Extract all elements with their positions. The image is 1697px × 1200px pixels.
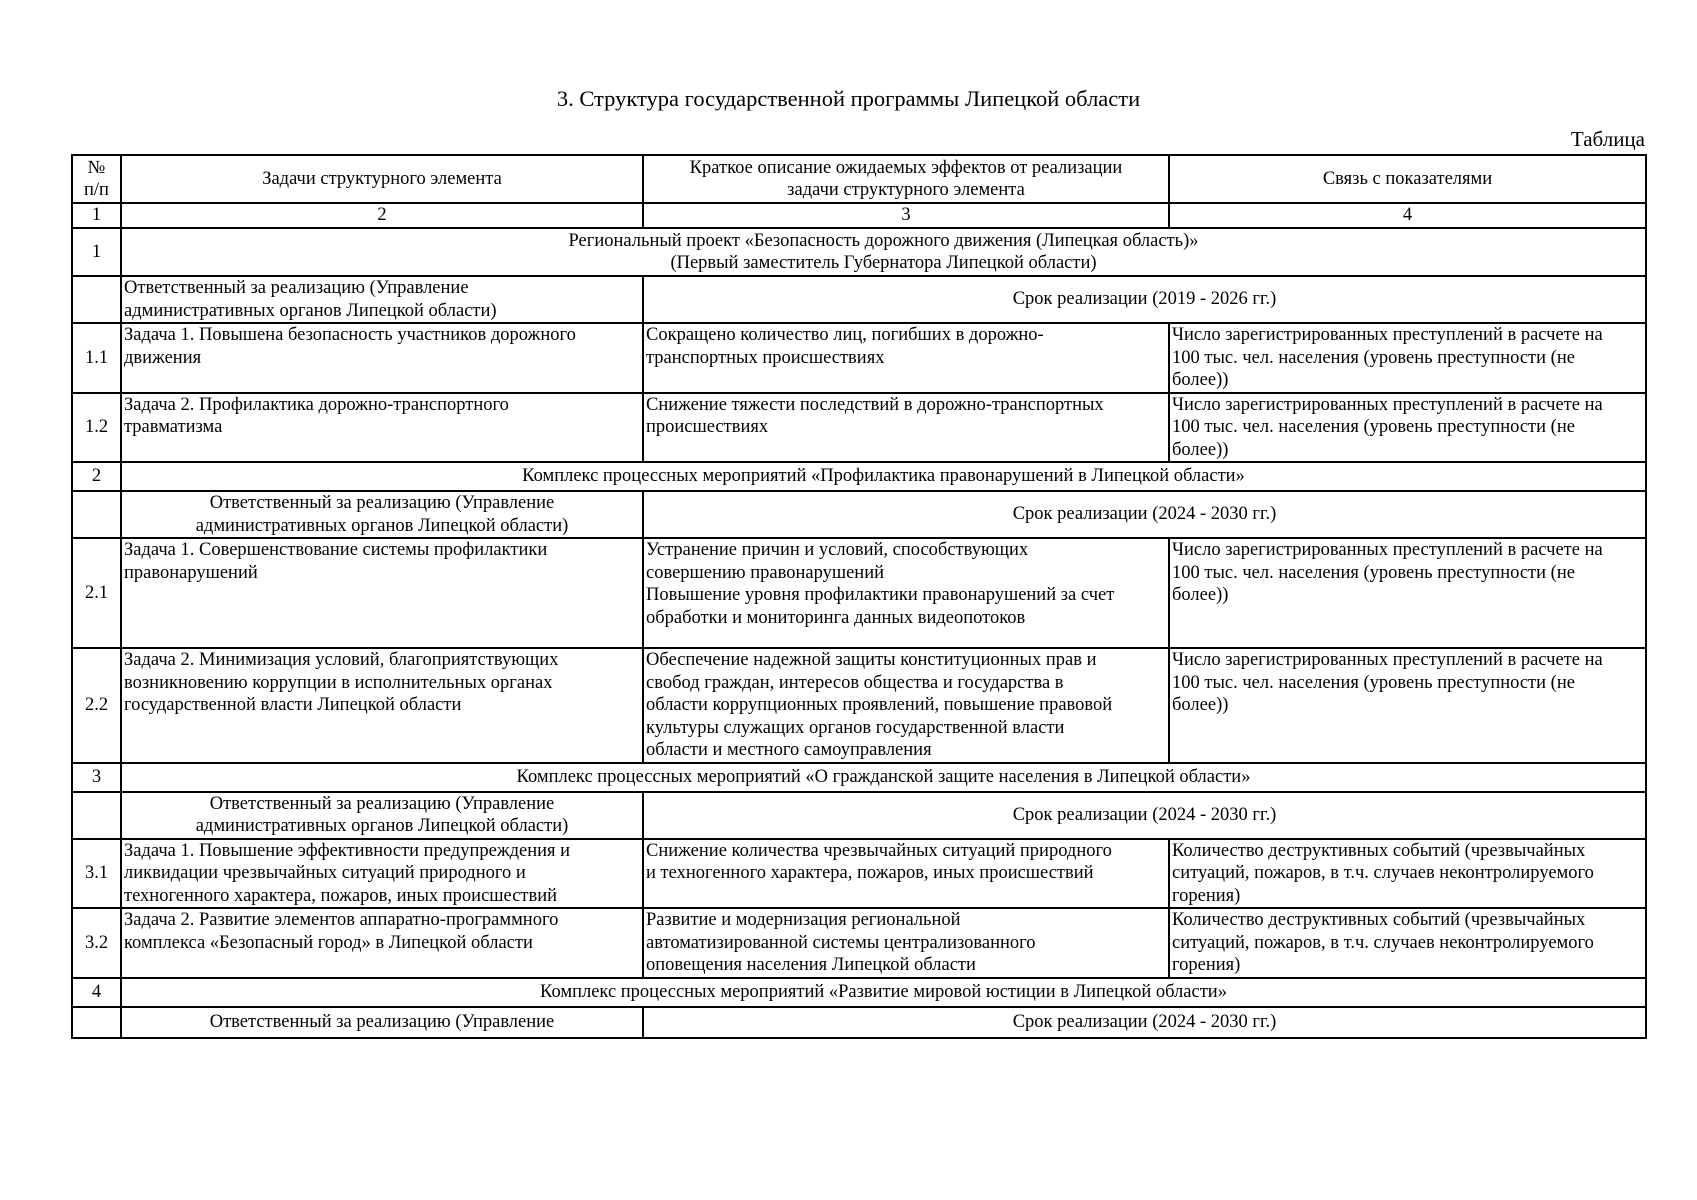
section-number: 2 — [72, 462, 121, 491]
section-title: Региональный проект «Безопасность дорожного движения (Липецкая область)» (Первый заместитель Губернатора Липецкой области) — [121, 228, 1646, 276]
responsible-row — [72, 276, 1646, 323]
col-number: 3 — [643, 203, 1169, 228]
section-title-row — [72, 462, 1646, 491]
related-indicator: Число зарегистрированных преступлений в расчете на 100 тыс. чел. населения (уровень преступности (не более)) — [1169, 323, 1646, 393]
task-description: Задача 1. Совершенствование системы профилактики правонарушений — [121, 538, 643, 648]
section-title-row — [72, 978, 1646, 1007]
responsible-cell: Ответственный за реализацию (Управление административных органов Липецкой области) — [121, 792, 643, 839]
table-label: Таблица — [1570, 127, 1645, 151]
related-indicator: Число зарегистрированных преступлений в расчете на 100 тыс. чел. населения (уровень преступности (не более)) — [1169, 393, 1646, 463]
task-row — [72, 393, 1646, 463]
task-number: 1.1 — [72, 323, 121, 393]
column-numbers-row — [72, 203, 1646, 228]
expected-effect: Устранение причин и условий, способствующих совершению правонарушений Повышение уровня профилактики правонарушений за счет обработки и мониторинга данных видеопотоков — [643, 538, 1169, 648]
header-num: № п/п — [72, 155, 121, 203]
expected-effect: Снижение количества чрезвычайных ситуаций природного и техногенного характера, пожаров, иных происшествий — [643, 839, 1169, 909]
section-number: 1 — [72, 228, 121, 276]
task-row — [72, 908, 1646, 978]
period-cell: Срок реализации (2024 - 2030 гг.) — [643, 491, 1646, 538]
empty-cell — [72, 276, 121, 323]
responsible-cell: Ответственный за реализацию (Управление административных органов Липецкой области) — [121, 276, 643, 323]
page-title: 3. Структура государственной программы Липецкой области — [556, 86, 1141, 111]
expected-effect: Сокращено количество лиц, погибших в дорожно- транспортных происшествиях — [643, 323, 1169, 393]
header-effects: Краткое описание ожидаемых эффектов от реализации задачи структурного элемента — [643, 155, 1169, 203]
header-indicators: Связь с показателями — [1169, 155, 1646, 203]
period-cell: Срок реализации (2024 - 2030 гг.) — [643, 792, 1646, 839]
related-indicator: Количество деструктивных событий (чрезвычайных ситуаций, пожаров, в т.ч. случаев неконтролируемого горения) — [1169, 908, 1646, 978]
task-number: 3.2 — [72, 908, 121, 978]
section-title-row — [72, 763, 1646, 792]
col-number: 2 — [121, 203, 643, 228]
table-header-row — [72, 155, 1646, 203]
task-row — [72, 839, 1646, 909]
section-title: Комплекс процессных мероприятий «Развитие мировой юстиции в Липецкой области» — [121, 978, 1646, 1007]
task-description: Задача 2. Профилактика дорожно-транспортного травматизма — [121, 393, 643, 463]
section-number: 3 — [72, 763, 121, 792]
task-row — [72, 538, 1646, 648]
empty-cell — [72, 792, 121, 839]
task-description: Задача 1. Повышена безопасность участников дорожного движения — [121, 323, 643, 393]
empty-cell — [72, 1007, 121, 1038]
task-row — [72, 648, 1646, 763]
responsible-cell: Ответственный за реализацию (Управление — [121, 1007, 643, 1038]
expected-effect: Снижение тяжести последствий в дорожно-транспортных происшествиях — [643, 393, 1169, 463]
task-description: Задача 2. Минимизация условий, благоприятствующих возникновению коррупции в исполнительных органах государственной власти Липецкой области — [121, 648, 643, 763]
responsible-row — [72, 792, 1646, 839]
empty-cell — [72, 491, 121, 538]
related-indicator: Число зарегистрированных преступлений в расчете на 100 тыс. чел. населения (уровень преступности (не более)) — [1169, 538, 1646, 648]
col-number: 4 — [1169, 203, 1646, 228]
task-description: Задача 1. Повышение эффективности предупреждения и ликвидации чрезвычайных ситуаций природного и техногенного характера, пожаров, иных происшествий — [121, 839, 643, 909]
sections-body — [72, 228, 1646, 1038]
responsible-row — [72, 1007, 1646, 1038]
section-title-row — [72, 228, 1646, 276]
task-row — [72, 323, 1646, 393]
responsible-row — [72, 491, 1646, 538]
period-cell: Срок реализации (2024 - 2030 гг.) — [643, 1007, 1646, 1038]
expected-effect: Обеспечение надежной защиты конституционных прав и свобод граждан, интересов общества и государства в области коррупционных проявлений, повышение правовой культуры служащих органов государственной власти области и местного самоуправления — [643, 648, 1169, 763]
responsible-cell: Ответственный за реализацию (Управление административных органов Липецкой области) — [121, 491, 643, 538]
col-number: 1 — [72, 203, 121, 228]
task-number: 1.2 — [72, 393, 121, 463]
related-indicator: Число зарегистрированных преступлений в расчете на 100 тыс. чел. населения (уровень преступности (не более)) — [1169, 648, 1646, 763]
section-title: Комплекс процессных мероприятий «Профилактика правонарушений в Липецкой области» — [121, 462, 1646, 491]
section-number: 4 — [72, 978, 121, 1007]
task-description: Задача 2. Развитие элементов аппаратно-программного комплекса «Безопасный город» в Липецкой области — [121, 908, 643, 978]
task-number: 3.1 — [72, 839, 121, 909]
task-number: 2.2 — [72, 648, 121, 763]
task-number: 2.1 — [72, 538, 121, 648]
program-structure-table — [71, 154, 1647, 1039]
section-title: Комплекс процессных мероприятий «О гражданской защите населения в Липецкой области» — [121, 763, 1646, 792]
header-tasks: Задачи структурного элемента — [121, 155, 643, 203]
expected-effect: Развитие и модернизация региональной автоматизированной системы централизованного оповещения населения Липецкой области — [643, 908, 1169, 978]
related-indicator: Количество деструктивных событий (чрезвычайных ситуаций, пожаров, в т.ч. случаев неконтролируемого горения) — [1169, 839, 1646, 909]
period-cell: Срок реализации (2019 - 2026 гг.) — [643, 276, 1646, 323]
